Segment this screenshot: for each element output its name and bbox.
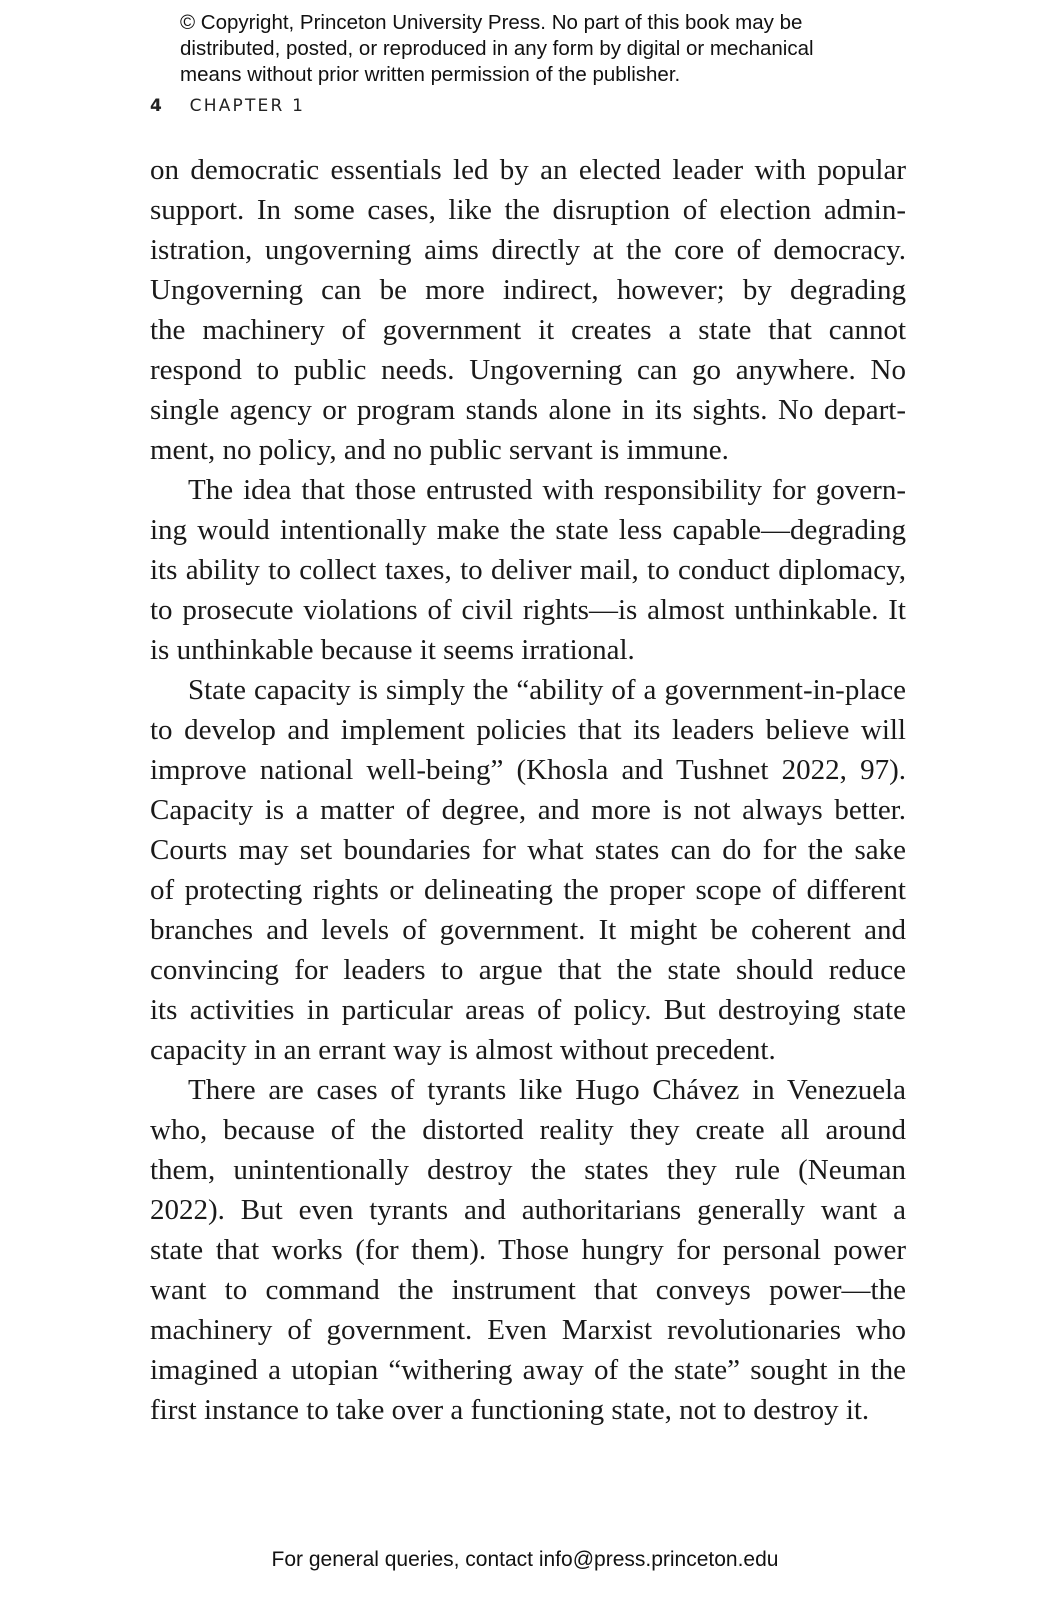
text-line: its ability to collect taxes, to deliver mail, to conduct diplomacy, bbox=[150, 554, 906, 586]
text-line: who, because of the distorted reality they create all around bbox=[150, 1114, 906, 1146]
text-line: them, unintentionally destroy the states they rule (Neuman bbox=[150, 1154, 906, 1186]
text-line: the machinery of government it creates a state that cannot bbox=[150, 314, 906, 346]
paragraph bbox=[150, 670, 906, 1070]
text-line: istration, ungoverning aims directly at the core of democracy. bbox=[150, 234, 906, 266]
text-line: want to command the instrument that conveys power—the bbox=[150, 1274, 906, 1306]
running-head bbox=[150, 96, 305, 116]
paragraph bbox=[150, 470, 906, 670]
text-line: improve national well-being” (Khosla and Tushnet 2022, 97). bbox=[150, 754, 906, 786]
text-line: first instance to take over a functioning state, not to destroy it. bbox=[150, 1394, 870, 1426]
copyright-line: distributed, posted, or reproduced in any form by digital or mechanical bbox=[180, 37, 814, 60]
paragraph bbox=[150, 1070, 906, 1430]
text-line: respond to public needs. Ungoverning can go anywhere. No bbox=[150, 354, 906, 386]
text-line: machinery of government. Even Marxist revolutionaries who bbox=[150, 1314, 906, 1346]
footer-contact: For general queries, contact info@press.princeton.edu bbox=[271, 1548, 779, 1571]
text-line: support. In some cases, like the disruption of election admin- bbox=[150, 194, 906, 226]
copyright-line: © Copyright, Princeton University Press. No part of this book may be bbox=[180, 11, 803, 34]
text-line: 2022). But even tyrants and authoritarians generally want a bbox=[150, 1194, 906, 1226]
text-line: its activities in particular areas of policy. But destroying state bbox=[150, 994, 906, 1026]
text-line: to develop and implement policies that its leaders believe will bbox=[150, 714, 906, 746]
text-line: convincing for leaders to argue that the state should reduce bbox=[150, 954, 906, 986]
text-line: to prosecute violations of civil rights—is almost unthinkable. It bbox=[150, 594, 906, 626]
text-line: Courts may set boundaries for what states can do for the sake bbox=[150, 834, 906, 866]
page-number: 4 bbox=[150, 96, 165, 116]
text-line: State capacity is simply the “ability of a government-in-place bbox=[188, 674, 906, 706]
copyright-line: means without prior written permission of the publisher. bbox=[180, 63, 681, 86]
text-line: ment, no policy, and no public servant is immune. bbox=[150, 434, 729, 466]
text-line: of protecting rights or delineating the proper scope of different bbox=[150, 874, 906, 906]
text-line: imagined a utopian “withering away of the state” sought in the bbox=[150, 1354, 906, 1386]
chapter-label: CHAPTER 1 bbox=[189, 96, 306, 116]
text-line: is unthinkable because it seems irrational. bbox=[150, 634, 635, 666]
text-line: Ungoverning can be more indirect, however; by degrading bbox=[150, 274, 906, 306]
text-line: on democratic essentials led by an elected leader with popular bbox=[150, 154, 906, 186]
text-line: ing would intentionally make the state less capable—degrading bbox=[150, 514, 906, 546]
text-line: Capacity is a matter of degree, and more is not always better. bbox=[150, 794, 906, 826]
text-line: The idea that those entrusted with responsibility for govern- bbox=[188, 474, 906, 506]
copyright-notice bbox=[180, 10, 880, 88]
text-line: single agency or program stands alone in its sights. No depart- bbox=[150, 394, 906, 426]
body-text bbox=[150, 150, 906, 1430]
text-line: state that works (for them). Those hungry for personal power bbox=[150, 1234, 906, 1266]
text-line: capacity in an errant way is almost without precedent. bbox=[150, 1034, 776, 1066]
paragraph bbox=[150, 150, 906, 470]
text-line: branches and levels of government. It might be coherent and bbox=[150, 914, 906, 946]
text-line: There are cases of tyrants like Hugo Chávez in Venezuela bbox=[188, 1074, 906, 1106]
